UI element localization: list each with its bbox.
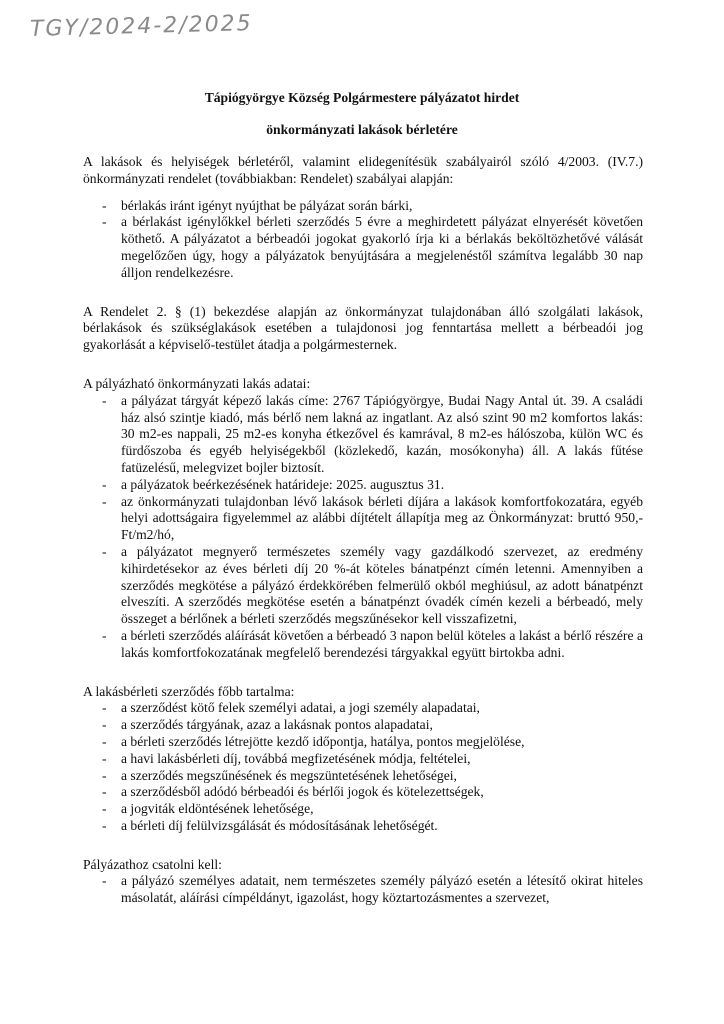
list-item-text: bérlakás iránt igényt nyújthat be pályázat során bárki, <box>121 197 413 213</box>
list-item <box>83 393 643 477</box>
list-item <box>83 494 643 544</box>
dash-bullet: - <box>102 817 107 833</box>
dash-bullet: - <box>102 717 107 733</box>
dash-bullet: - <box>102 543 107 559</box>
dash-bullet: - <box>102 627 107 643</box>
list-item-text: a szerződés megszűnésének és megszüntetésének lehetőségei, <box>121 767 457 783</box>
document-title: Tápiógyörgye Község Polgármestere pályázatot hirdet <box>204 90 520 105</box>
list-item-text: a pályázatok beérkezésének határideje: 2025. augusztus 31. <box>121 476 445 492</box>
list-item <box>83 214 643 281</box>
csatolni-heading: Pályázathoz csatolni kell: <box>83 856 222 872</box>
dash-bullet: - <box>102 214 107 230</box>
intro-list <box>83 198 643 282</box>
list-item-text: a pályázó személyes adatait, nem természetes személy pályázó esetén a létesítő okirat hiteles másolatát, aláírási címpéldányt, igazolást, hogy köztartozásmentes a szervezet, <box>121 873 643 906</box>
list-item-text: a szerződésből adódó bérbeadói és bérlői jogok és kötelezettségek, <box>121 784 484 800</box>
rendelet-paragraph: A Rendelet 2. § (1) bekezdése alapján az önkormányzat tulajdonában álló szolgálati lakások, bérlakások és szükséglakások esetében a tulajdonosi jog fenntartása mellett a bérbeadói jog gyakorlását a képviselő-testület átadja a polgármesternek. <box>83 303 643 353</box>
list-item-text: a pályázatot megnyerő természetes személy vagy gazdálkodó szervezet, az eredmény kihirdetésekor az éves bérleti díj 20 %-át köteles bánatpénzt címén letenni. Amennyiben a szerződés megkötése a pályázó érdekkörében felmerülő okból meghiúsul, az adott bánatpénzt elveszíti. A szerződés megkötése esetén a bánatpénzt óvadék címén kezeli a bérbeadó, mely összeget a bérlőnek a bérleti szerződés megszűnésekor kell visszafizetni, <box>121 543 643 627</box>
dash-bullet: - <box>102 750 107 766</box>
list-item <box>83 700 643 717</box>
szerzodes-heading: A lakásbérleti szerződés főbb tartalma: <box>83 683 295 699</box>
dash-bullet: - <box>102 493 107 509</box>
dash-bullet: - <box>102 476 107 492</box>
lakas-list <box>83 393 643 662</box>
list-item-text: a pályázat tárgyát képező lakás címe: 2767 Tápiógyörgye, Budai Nagy Antal út. 39. A családi ház alsó szintje kiadó, más bérlő nem lakná az ingatlant. Az alsó szint 90 m2 komfortos lakás: 30 m2-es nappali, 25 m2-es konyha étkezővel és kamrával, 8 m2-es hálószoba, külön WC és fürdőszoba és egyéb helyiségekből (közlekedő, kazán, mosókonyha) áll. A lakás fűtése fatüzelésű, melegvizet bojler biztosít. <box>121 392 643 475</box>
dash-bullet: - <box>102 197 107 213</box>
dash-bullet: - <box>102 801 107 817</box>
list-item <box>83 751 643 768</box>
document-subtitle: önkormányzati lakások bérletére <box>266 122 458 137</box>
list-item-text: a havi lakásbérleti díj, továbbá megfizetésének módja, feltételei, <box>121 750 471 766</box>
handwritten-reference-note: TGY/2024-2/2025 <box>29 11 253 42</box>
list-item-text: a szerződés tárgyának, azaz a lakásnak pontos alapadatai, <box>121 717 433 733</box>
dash-bullet: - <box>102 767 107 783</box>
list-item-text: a bérleti díj felülvizsgálását és módosításának lehetőségét. <box>121 817 438 833</box>
list-item <box>83 717 643 734</box>
list-item-text: a bérleti szerződés létrejötte kezdő időpontja, hatálya, pontos megjelölése, <box>121 733 525 749</box>
intro-paragraph: A lakások és helyiségek bérletéről, valamint elidegenítésük szabályairól szóló 4/2003. (IV.7.) önkormányzati rendelet (továbbiakban: Rendelet) szabályai alapján: <box>83 154 643 186</box>
list-item <box>83 801 643 818</box>
szerzodes-list <box>83 700 643 834</box>
document-body <box>83 154 643 907</box>
list-item <box>83 818 643 835</box>
dash-bullet: - <box>102 873 107 889</box>
dash-bullet: - <box>102 733 107 749</box>
list-item <box>83 734 643 751</box>
list-item <box>83 873 643 907</box>
list-item <box>83 477 643 494</box>
list-item-text: a szerződést kötő felek személyi adatai, a jogi személy alapadatai, <box>121 700 480 716</box>
lakas-heading: A pályázható önkormányzati lakás adatai: <box>83 375 311 391</box>
dash-bullet: - <box>102 784 107 800</box>
dash-bullet: - <box>102 700 107 716</box>
list-item <box>83 544 643 628</box>
list-item <box>83 628 643 662</box>
list-item-text: a bérlakást igénylőkkel bérleti szerződés 5 évre a meghirdetett pályázat elnyerését követően köthető. A pályázatot a bérbeadói jogokat gyakorló írja ki a bérlakás beköltözhetővé válását megelőzően úgy, hogy a pályázatok benyújtására a megjelenéstől számítva legalább 30 nap álljon rendelkezésre. <box>121 214 643 280</box>
list-item-text: az önkormányzati tulajdonban lévő lakások bérleti díjára a lakások komfortfokozatára, egyéb helyi adottságaira figyelemmel az alábbi díjtételt állapítja meg az Önkormányzat: bruttó 950,- Ft/m2/hó, <box>121 493 643 543</box>
csatolni-list <box>83 873 643 907</box>
list-item-text: a jogviták eldöntésének lehetősége, <box>121 801 314 817</box>
list-item <box>83 784 643 801</box>
list-item-text: a bérleti szerződés aláírását követően a bérbeadó 3 napon belül köteles a lakást a bérlő részére a lakás komfortfokozatának megfelelő berendezési tárgyakkal együtt birtokba adni. <box>121 627 643 660</box>
list-item <box>83 768 643 785</box>
list-item <box>83 198 643 215</box>
dash-bullet: - <box>102 392 107 408</box>
